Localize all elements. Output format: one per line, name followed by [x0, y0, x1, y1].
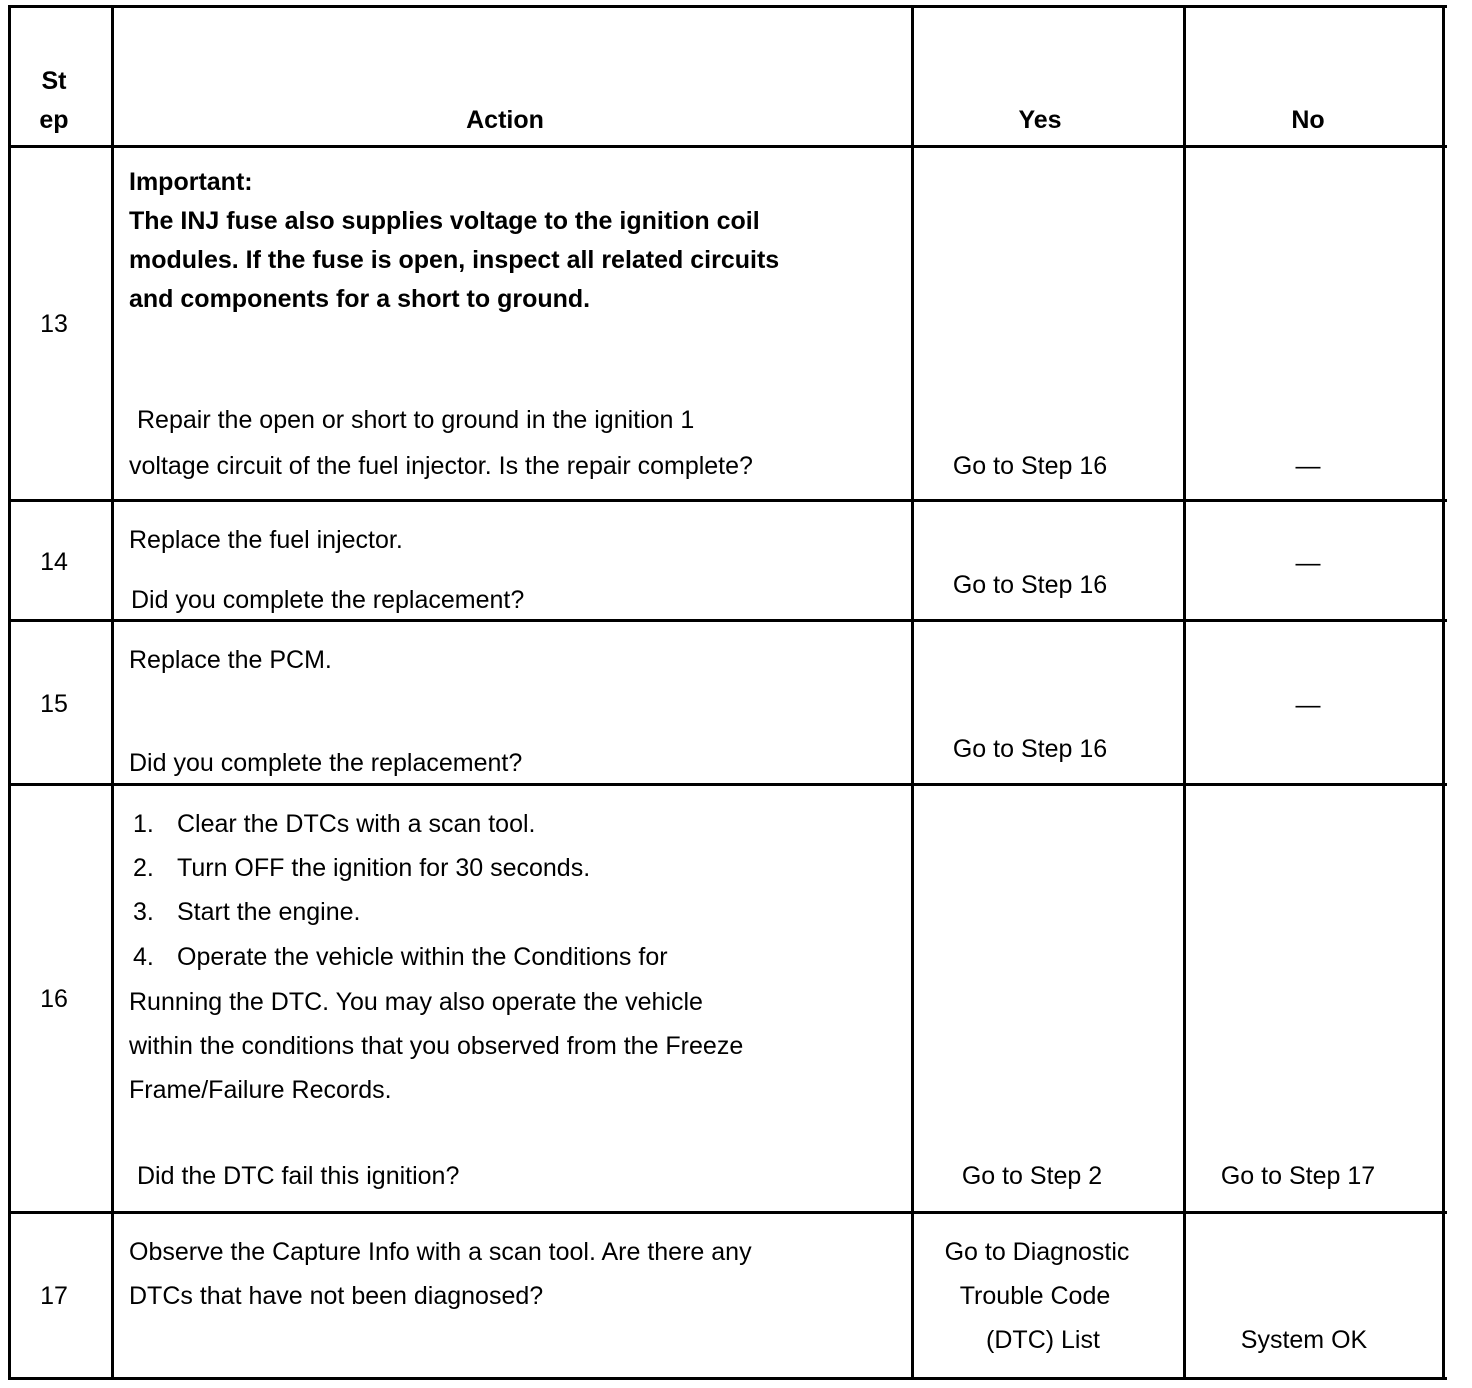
list-item-number: 1.: [133, 810, 154, 838]
list-item-number: 3.: [133, 898, 154, 926]
continuation-line: Frame/Failure Records.: [129, 1076, 392, 1104]
header-step-line1: St: [41, 67, 67, 95]
header-step-line2: ep: [39, 106, 69, 134]
continuation-line: within the conditions that you observed from the Freeze: [129, 1032, 744, 1060]
no-result: —: [1295, 452, 1321, 480]
row-divider-header: [8, 145, 1447, 148]
step-number: 16: [40, 985, 68, 1013]
action-line: Did you complete the replacement?: [131, 586, 525, 614]
action-line: Replace the fuel injector.: [129, 526, 403, 554]
no-result: Go to Step 17: [1220, 1162, 1376, 1190]
step-number: 14: [40, 548, 68, 576]
header-yes: Yes: [1018, 106, 1062, 134]
table-border-bottom: [8, 1377, 1447, 1380]
column-divider-step: [111, 5, 114, 1380]
row-divider-16: [8, 1211, 1447, 1214]
step-number: 15: [40, 690, 68, 718]
important-line: modules. If the fuse is open, inspect all related circuits: [129, 246, 780, 274]
yes-result-line: Go to Diagnostic: [944, 1238, 1130, 1266]
important-line: and components for a short to ground.: [129, 285, 591, 313]
no-result: —: [1295, 549, 1321, 577]
no-result: —: [1295, 691, 1321, 719]
action-line: Observe the Capture Info with a scan tool. Are there any: [129, 1238, 752, 1266]
question-line: Did the DTC fail this ignition?: [137, 1162, 460, 1190]
row-divider-15: [8, 783, 1447, 786]
important-line: The INJ fuse also supplies voltage to the ignition coil: [129, 207, 760, 235]
header-no: No: [1291, 106, 1325, 134]
action-line: voltage circuit of the fuel injector. Is the repair complete?: [129, 452, 753, 480]
yes-result: Go to Step 2: [961, 1162, 1103, 1190]
step-number: 13: [40, 310, 68, 338]
row-divider-13: [8, 499, 1447, 502]
list-item-text: Start the engine.: [177, 898, 361, 926]
list-item-text: Clear the DTCs with a scan tool.: [177, 810, 536, 838]
table-border-top: [8, 5, 1447, 8]
yes-result: Go to Step 16: [952, 735, 1108, 763]
header-action: Action: [466, 106, 544, 134]
list-item-text: Turn OFF the ignition for 30 seconds.: [177, 854, 591, 882]
yes-result-line: (DTC) List: [986, 1326, 1100, 1354]
action-line: Repair the open or short to ground in the ignition 1: [137, 406, 695, 434]
table-border-right: [1442, 5, 1445, 1380]
row-divider-14: [8, 619, 1447, 622]
list-item-text: Operate the vehicle within the Conditions for: [177, 943, 668, 971]
continuation-line: Running the DTC. You may also operate the vehicle: [129, 988, 703, 1016]
no-result: System OK: [1240, 1326, 1368, 1354]
action-line: Replace the PCM.: [129, 646, 332, 674]
yes-result-line: Trouble Code: [959, 1282, 1111, 1310]
action-line: DTCs that have not been diagnosed?: [129, 1282, 544, 1310]
list-item-number: 4.: [133, 943, 154, 971]
list-item-number: 2.: [133, 854, 154, 882]
yes-result: Go to Step 16: [952, 571, 1108, 599]
table-border-left: [8, 5, 11, 1380]
yes-result: Go to Step 16: [952, 452, 1108, 480]
important-label: Important:: [129, 168, 253, 196]
action-line: Did you complete the replacement?: [129, 749, 523, 777]
step-number: 17: [40, 1282, 68, 1310]
